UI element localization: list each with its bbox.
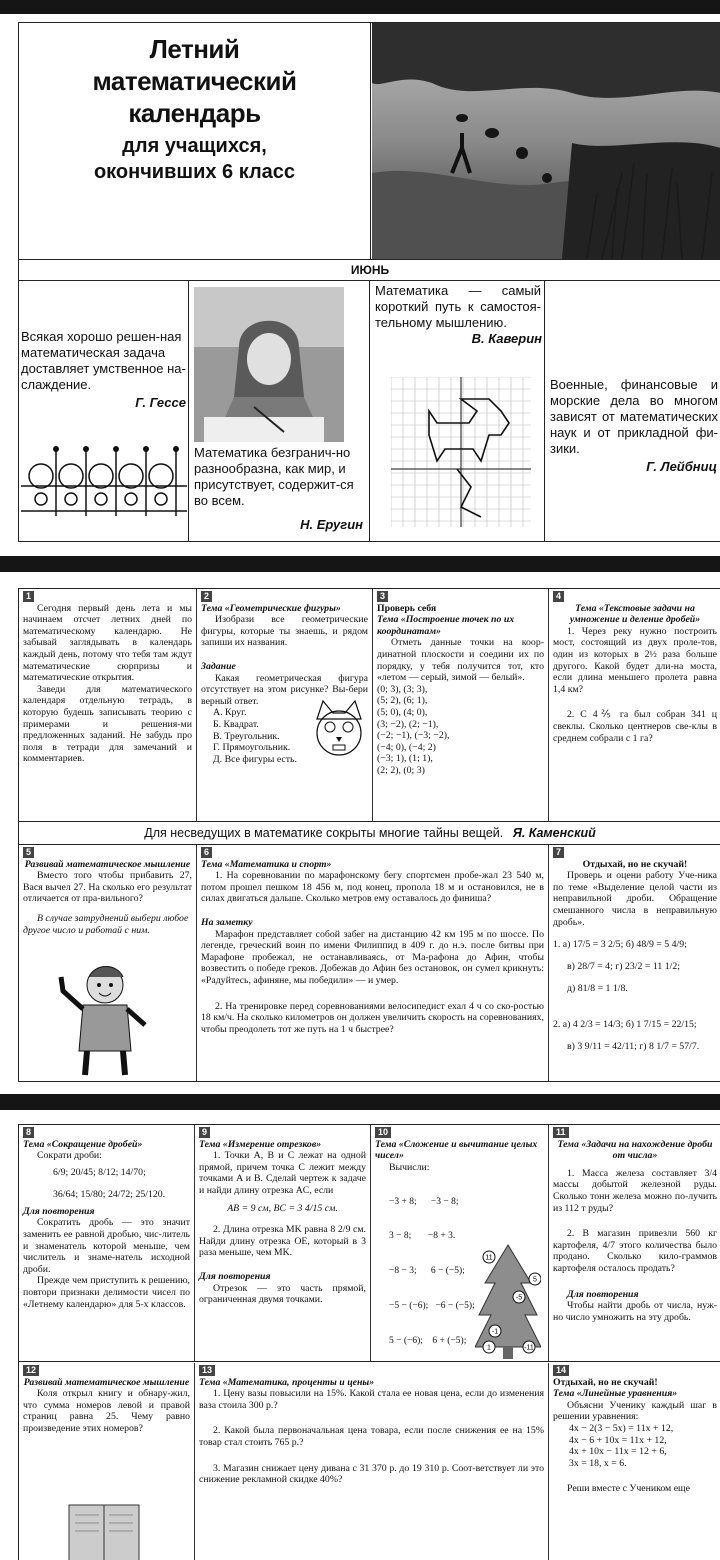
day-12: [19, 1363, 195, 1560]
day-7-exercise-1: [553, 934, 717, 1000]
day-2: [197, 589, 373, 821]
day-1-text-2: Заведи для математического календаря отдельную тетрадь, в которую будешь записывать теорию с примерами и решения-ми предложенных заданий. Не забудь про поля в тетради для замечаний и комментариев.: [23, 683, 192, 765]
separator-bar-2: [0, 1094, 720, 1110]
erugin-text: Математика безгранич-но разнообразна, как мир, и присутствует, содержит-ся во всем.: [194, 445, 354, 508]
leibniz-text: Военные, финансовые и морские дела во многом зависят от математических наук и от прикладной фи-зики.: [550, 377, 718, 456]
day-5-hint: В случае затруднений выбери любое другое число и работай с ним.: [23, 912, 189, 936]
day-6-topic: Тема «Математика и спорт»: [201, 858, 332, 870]
day-11-rep: Чтобы найти дробь от числа, нуж-но число умножить на эту дробь.: [553, 1300, 717, 1323]
kaverin-quote: [371, 281, 545, 542]
girl-photo: [194, 287, 344, 442]
exercise-line: в) 3 9/11 = 42/11; г) 8 1/7 = 57/7.: [567, 1041, 700, 1053]
day-3-head: Проверь себя: [377, 602, 437, 614]
point-row: (5; 2), (6; 1),: [377, 695, 428, 707]
tree-ball-6: 5: [533, 1276, 537, 1284]
day-4-problem-2: 2. С 4⅖ га был собран 341 ц свеклы. Сколько центнеров све-клы в среднем собрали с 1 га?: [553, 709, 717, 744]
day-number: 1: [23, 591, 34, 602]
day-11-rep-title: Для повторения: [567, 1288, 639, 1300]
day-number: 4: [553, 591, 564, 602]
day-number: 12: [23, 1365, 39, 1376]
day-2-task-title: Задание: [201, 660, 236, 672]
day-14-tail: Реши вместе с Учеником еще: [567, 1483, 690, 1495]
day-6-note: Марафон представляет собой забег на дистанцию 42 км 195 м по шоссе. По легенде, греческий воин по имени Филиппид в 409 г. до н.э. после битвы при Марафоне пробежал, не останавливаясь, от Ма-рафона до Афин, чтобы возвестить о победе греков. Добежав до Афин без остановок, он сумел крикнуть: «Радуйтесь, афиняне, мы победили» — и умер.: [201, 928, 544, 986]
day-7-head: Отдыхай, но не скучай!: [582, 858, 688, 870]
subtitle-line-1: для учащихся,: [122, 135, 267, 157]
day-number: 5: [23, 847, 34, 858]
day-14: [549, 1363, 720, 1560]
day-number: 3: [377, 591, 388, 602]
day-3: [373, 589, 549, 821]
point-row: (−4; 0), (−4; 2): [377, 741, 436, 753]
day-8-rep-2: Прежде чем приступить к решению, повтори признаки делимости чисел по «Летнему календарю» для 5-х классов.: [23, 1275, 190, 1310]
leibniz-quote: [546, 281, 720, 542]
page-2: [18, 588, 720, 1082]
day-8: [19, 1125, 195, 1361]
tree-illustration: [475, 1243, 541, 1359]
day-11-problem-2: 2. В магазин привезли 560 кг картофеля, 4/7 этого количества было продано. Сколько кило-граммов картофеля осталось продать?: [553, 1228, 717, 1274]
title-block: [19, 23, 371, 259]
day-14-topic: Тема «Линейные уравнения»: [553, 1388, 678, 1400]
point-row: (0; 3), (3; 3),: [377, 683, 428, 695]
day-7: [549, 845, 720, 1082]
day-10-topic: Тема «Сложение и вычитание целых чисел»: [375, 1138, 538, 1162]
expr-row: 3 − 8; −8 + 3.: [389, 1231, 456, 1242]
day-5-head: Развивай математическое мышление: [24, 858, 191, 870]
exercise-line: 2. а) 4 2/3 = 14/3; б) 1 7/15 = 22/15;: [553, 1019, 697, 1031]
fraction-row: 6/9; 20/45; 8/12; 14/70;: [53, 1166, 146, 1178]
point-row: (3; −2), (2; −1),: [377, 718, 439, 730]
day-2-topic: Тема «Геометрические фигуры»: [201, 602, 341, 614]
kamensky-quote: [19, 821, 720, 845]
page-1: [18, 22, 720, 542]
day-13-problem-1: 1. Цену вазы повысили на 15%. Какой стала ее новая цена, если до изменения ваза стоила 300 р.?: [199, 1388, 544, 1411]
day-14-text: Объясни Ученику каждый шаг в решении уравнения:: [553, 1399, 717, 1423]
day-number: 6: [201, 847, 212, 858]
day-13: [195, 1363, 549, 1560]
point-row: (−2; −1), (−3; −2),: [377, 730, 450, 742]
day-6-problem-2: 2. На тренировке перед соревнованиями велосипедист ехал 4 ч со ско-ростью 18 км/ч. На сколько километров он должен увеличить скорость на соревнованиях, чтобы преодолеть тот же путь на 1 ч быстрее?: [201, 1000, 544, 1035]
day-9-problem-2: 2. Длина отрезка MK равна 8 2/9 см. Найди длину отрезка OE, который в 3 раза меньше, чем MK.: [199, 1224, 366, 1259]
day-10-text: Вычисли:: [389, 1161, 430, 1173]
day-8-text: Сократи дроби:: [37, 1150, 102, 1162]
hesse-author: Г. Гессе: [135, 395, 186, 410]
day-1-text: Сегодня первый день лета и мы начинаем отсчет летних дней по математическому календарю. Не забывай заглядывать в календарь каждый день, потому что тебя там ждут математические сюрпризы и математические открытия.: [23, 602, 192, 684]
day-9-formula: AB = 9 см, BC = 3 4/15 см.: [227, 1202, 338, 1214]
day-9: [195, 1125, 371, 1361]
day-10: [371, 1125, 549, 1361]
title-line-3: календарь: [128, 98, 261, 128]
hesse-text: Всякая хорошо решен-ная математическая задача доставляет умственное на-слаждение.: [21, 329, 186, 392]
day-3-topic: Тема «Построение точек по их координатам»: [377, 614, 515, 637]
day-9-rep: Отрезок — это часть прямой, ограниченная двумя точками.: [199, 1282, 366, 1306]
book-boy-illustration: [59, 1495, 149, 1560]
day-number: 11: [553, 1127, 569, 1138]
day-4-topic: Тема «Текстовые задачи на умножение и деление дробей»: [569, 602, 701, 626]
subtitle-line-2: окончивших 6 класс: [93, 161, 296, 183]
expr-row: −5 − (−6); −6 − (−5);: [389, 1300, 475, 1311]
day-2-text: Изобрази все геометрические фигуры, которые ты знаешь, и рядом запиши их названия.: [201, 614, 368, 649]
day-8-rep-title: Для повторения: [23, 1205, 95, 1217]
option-e: Д. Все фигуры есть.: [213, 753, 297, 765]
river-photo: [372, 23, 720, 259]
row-divider: [19, 1361, 720, 1362]
day-number: 2: [201, 591, 212, 602]
kaverin-text: Математика — самый короткий путь к самостоя-тельному мышлению.: [375, 283, 541, 330]
day-8-rep: Сократить дробь — это значит заменить ее равной дробью, чис-литель и знаменатель которой меньше, чем числитель и знаме-натель исходной дроби.: [23, 1217, 190, 1275]
day-3-points: [377, 684, 544, 777]
day-number: 9: [199, 1127, 210, 1138]
tree-ball-2: -5: [515, 1294, 523, 1302]
point-row: (2; 2), (0; 3): [377, 764, 425, 776]
expr-row: −3 + 8; −3 − 8;: [389, 1196, 459, 1207]
point-row: (5; 0), (4; 0),: [377, 706, 428, 718]
day-4: [549, 589, 720, 821]
erugin-author: Н. Еругин: [300, 517, 363, 532]
day-number: 7: [553, 847, 564, 858]
option-c: В. Треугольник.: [213, 730, 280, 742]
title-line-1: Летний: [149, 34, 240, 64]
option-d: Г. Прямоугольник.: [213, 742, 291, 754]
day-13-topic: Тема «Математика, проценты и цены»: [199, 1376, 375, 1388]
boy-illustration: [55, 961, 155, 1079]
day-14-head: Отдыхай, но не скучай!: [553, 1376, 658, 1388]
exercise-line: в) 28/7 = 4; г) 23/2 = 11 1/2;: [567, 961, 680, 973]
day-8-topic: Тема «Сокращение дробей»: [23, 1138, 143, 1150]
equation-line: 4x − 2(3 − 5x) = 11x + 12,: [569, 1422, 674, 1434]
day-1: [19, 589, 197, 821]
day-9-problem-1: 1. Точки A, B и C лежат на одной прямой, причем точка C лежит между точками A и B. Сделай чертеж к задаче и найди длину отрезка AC, если: [199, 1150, 366, 1196]
page-3: [18, 1124, 720, 1560]
day-2-task: Какая геометрическая фигура отсутствует на этом рисунке? Вы-бери верный ответ.: [201, 672, 368, 707]
day-13-problem-3: 3. Магазин снижает цену дивана с 31 370 р. до 19 310 р. Соот-ветствует ли это снижение рекламной скидке 40%?: [199, 1462, 544, 1486]
leibniz-author: Г. Лейбниц: [646, 459, 717, 474]
day-number: 8: [23, 1127, 34, 1138]
title-line-2: математический: [92, 66, 297, 96]
option-a: А. Круг.: [213, 707, 247, 719]
hesse-quote: [19, 281, 189, 542]
equation-line: 4x − 6 + 10x = 11x + 12,: [569, 1434, 667, 1446]
day-11: [549, 1125, 720, 1361]
day-6-note-title: На заметку: [201, 916, 253, 928]
day-7-exercise-2: [553, 1014, 717, 1058]
expr-row: −8 − 3; 6 − (−5);: [389, 1266, 465, 1277]
separator-bar-1: [0, 556, 720, 572]
day-6-problem-1: 1. На соревновании по марафонскому бегу спортсмен пробе-жал 23 540 м, потом прошел пешком 18 456 м, под конец, пропола 18 м и остановился, не в силах двигаться дальше. Сколько метров ему оставалось до финиша?: [201, 870, 544, 905]
cat-shapes-figure: [313, 699, 365, 761]
day-11-problem-1: 1. Масса железа составляет 3/4 массы добытой железной руды. Сколько тонн железа можно по-лучить из 112 т руды?: [553, 1167, 717, 1214]
fraction-row: 36/64; 15/80; 24/72; 25/120.: [53, 1188, 166, 1200]
day-7-text: Проверь и оцени работу Уче-ника по теме «Выделение целой части из неправильной дроби. Обращение смешанного числа в неправильную дробь».: [553, 870, 717, 928]
day-11-topic: Тема «Задачи на нахождение дроби от числа»: [557, 1138, 713, 1162]
top-bar: [0, 0, 720, 14]
fence-illustration: [21, 431, 187, 521]
day-number: 13: [199, 1365, 215, 1376]
kaverin-author: В. Каверин: [471, 331, 542, 346]
day-12-text: Коля открыл книгу и обнару-жил, что сумма номеров левой и правой страниц равна 25. Чему равно произведение этих номеров?: [23, 1388, 190, 1434]
expr-row: 5 − (−6); 6 + (−5);: [389, 1335, 467, 1346]
tree-ball-4: -11: [524, 1344, 534, 1352]
erugin-quote: [190, 281, 370, 542]
equation-line: 3x = 18, x = 6.: [569, 1457, 627, 1469]
tree-ball-1: 11: [485, 1254, 493, 1262]
day-13-problem-2: 2. Какой была первоначальная цена товара, если после снижения ее на 15% товар стал стоить 765 р.?: [199, 1425, 544, 1448]
month-label: ИЮНЬ: [19, 259, 720, 281]
kamensky-author: Я. Каменский: [512, 826, 596, 840]
day-number: 10: [375, 1127, 391, 1138]
day-12-head: Развивай математическое мышление: [23, 1376, 190, 1388]
kamensky-text: Для несведущих в математике сокрыты многие тайны вещей.: [144, 826, 504, 840]
day-6: [197, 845, 549, 1082]
equation-line: 4x + 10x − 11x = 12 + 6,: [569, 1446, 667, 1458]
day-3-text: Отметь данные точки на коор-динатной плоскости и соедини их по порядку, у тебя получится тот, кто «летом — серый, зимой — белый».: [377, 637, 544, 684]
option-b: Б. Квадрат.: [213, 718, 259, 730]
tree-ball-5: 1: [487, 1344, 491, 1352]
tree-ball-3: -1: [491, 1328, 499, 1336]
point-row: (−3; 1), (1; 1),: [377, 753, 433, 765]
day-5-text: Вместо того чтобы прибавить 27, Вася вычел 27. На сколько его результат отличается от пра-вильного?: [23, 870, 192, 905]
day-8-fractions: [23, 1162, 190, 1206]
exercise-line: 1. а) 17/5 = 3 2/5; б) 48/9 = 5 4/9;: [553, 939, 687, 951]
day-14-equations: [553, 1423, 717, 1469]
day-5: [19, 845, 197, 1082]
exercise-line: д) 81/8 = 1 1/8.: [567, 983, 628, 995]
day-4-problem-1: 1. Через реку нужно построить мост, состоящий из двух проле-тов, один из которых в 2½ раза больше другого. Какой будет дли-на моста, если длина меньшего пролета равна 1,4 км?: [553, 625, 717, 695]
day-9-rep-title: Для повторения: [199, 1270, 271, 1282]
day-number: 14: [553, 1365, 569, 1376]
day-9-topic: Тема «Измерение отрезков»: [199, 1138, 322, 1150]
coordinate-grid-figure: [391, 377, 531, 527]
